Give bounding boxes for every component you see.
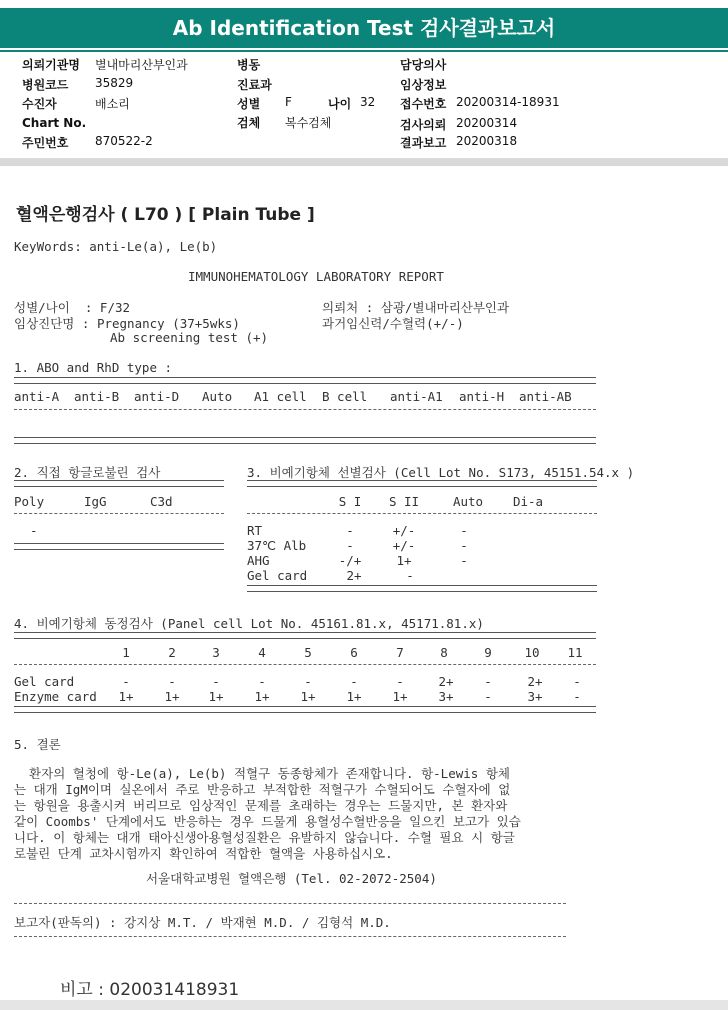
banner-title: Ab Identification Test 검사결과보고서 bbox=[172, 16, 556, 40]
panel-cell: - bbox=[168, 674, 176, 689]
value-sex: F bbox=[285, 95, 292, 109]
label-patient: 수진자 bbox=[22, 97, 57, 111]
panel-cell: - bbox=[484, 674, 492, 689]
value-receipt-no: 20200314-18931 bbox=[456, 95, 560, 109]
panel-header-cell: 9 bbox=[484, 645, 492, 660]
panel-cell: 1+ bbox=[346, 689, 362, 704]
panel-cell: 2+ bbox=[438, 674, 454, 689]
dat-header-igg: IgG bbox=[84, 494, 107, 509]
report-banner bbox=[0, 8, 728, 48]
panel-cell: 1+ bbox=[254, 689, 270, 704]
panel-cell: - bbox=[350, 674, 358, 689]
panel-cell: - bbox=[573, 674, 581, 689]
header-divider bbox=[0, 158, 728, 166]
conclusion-line: 로불린 단계 교차시험까지 확인하여 적합한 혈액을 사용하십시오. bbox=[14, 846, 393, 861]
pregnancy-transfusion-history: 과거임신력/수혈력(+/-) bbox=[322, 316, 464, 331]
panel-header-cell: 6 bbox=[350, 645, 358, 660]
screen-row-label: AHG bbox=[247, 553, 270, 568]
panel-header-cell: 1 bbox=[122, 645, 130, 660]
value-result-report: 20200318 bbox=[456, 134, 518, 148]
value-test-request: 20200314 bbox=[456, 116, 518, 130]
panel-cell: 3+ bbox=[438, 689, 454, 704]
abo-header-anti-b: anti-B bbox=[74, 389, 120, 404]
value-patient: 배소리 bbox=[95, 97, 130, 111]
panel-header-cell: 10 bbox=[524, 645, 540, 660]
section2-dash-rule bbox=[14, 513, 224, 514]
section3-top-rule bbox=[247, 480, 597, 487]
screen-cell: 1+ bbox=[396, 553, 412, 568]
abo-header-a1-cell: A1 cell bbox=[254, 389, 307, 404]
section2-title: 2. 직접 항글로불린 검사 bbox=[14, 465, 161, 480]
reporters: 보고자(판독의) : 강지상 M.T. / 박재현 M.D. / 김형석 M.D. bbox=[14, 915, 391, 930]
clinical-diagnosis: 임상진단명 : Pregnancy (37+5wks) bbox=[14, 316, 240, 331]
label-sex: 성별 bbox=[237, 97, 261, 111]
panel-cell: - bbox=[304, 674, 312, 689]
section4-bottom-rule bbox=[14, 706, 596, 713]
abo-header-b-cell: B cell bbox=[322, 389, 368, 404]
panel-cell: 1+ bbox=[164, 689, 180, 704]
screen-cell: +/- bbox=[392, 523, 416, 538]
panel-header-cell: 3 bbox=[212, 645, 220, 660]
screen-cell: -/+ bbox=[338, 553, 362, 568]
section5-title: 5. 결론 bbox=[14, 737, 61, 752]
abo-header-anti-d: anti-D bbox=[134, 389, 180, 404]
screen-cell: +/- bbox=[392, 538, 416, 553]
screen-header-s1: S I bbox=[338, 494, 362, 509]
screen-cell: - bbox=[460, 538, 468, 553]
banner-underline bbox=[0, 50, 728, 52]
panel-row-label: Enzyme card bbox=[14, 689, 97, 704]
screen-cell: - bbox=[460, 553, 468, 568]
panel-header-cell: 11 bbox=[567, 645, 583, 660]
screen-cell: - bbox=[346, 523, 354, 538]
screen-cell: - bbox=[460, 523, 468, 538]
value-specimen: 복수검체 bbox=[285, 116, 332, 130]
value-resident-no: 870522-2 bbox=[95, 134, 153, 148]
label-resident-no: 주민번호 bbox=[22, 136, 69, 150]
value-age: 32 bbox=[360, 95, 376, 109]
section4-title: 4. 비예기항체 동정검사 (Panel cell Lot No. 45161.81.x, 45171.81.x) bbox=[14, 616, 484, 631]
label-receipt-no: 접수번호 bbox=[400, 97, 447, 111]
label-result-report: 결과보고 bbox=[400, 136, 447, 150]
panel-cell: - bbox=[573, 689, 581, 704]
panel-header-cell: 7 bbox=[396, 645, 404, 660]
dat-value: - bbox=[30, 523, 38, 538]
reporter-top-rule bbox=[14, 903, 566, 904]
section1-top-rule bbox=[14, 377, 596, 384]
section1-dash-rule bbox=[14, 409, 596, 410]
panel-cell: 1+ bbox=[392, 689, 408, 704]
label-attending-doctor: 담당의사 bbox=[400, 58, 447, 72]
panel-row-label: Gel card bbox=[14, 674, 75, 689]
label-hospital-code: 병원코드 bbox=[22, 78, 69, 92]
panel-cell: 2+ bbox=[527, 674, 543, 689]
section3-bottom-rule bbox=[247, 585, 597, 592]
sex-age: 성별/나이 : F/32 bbox=[14, 300, 131, 315]
panel-cell: - bbox=[484, 689, 492, 704]
panel-cell: 1+ bbox=[118, 689, 134, 704]
dat-header-c3d: C3d bbox=[150, 494, 173, 509]
bottom-bar bbox=[0, 1000, 728, 1010]
value-requesting-org: 별내마리산부인과 bbox=[95, 58, 188, 72]
conclusion-line: 는 대개 IgM이며 실온에서 주로 반응하고 부적합한 적혈구가 수혈되어도 수혈자에 없 bbox=[14, 782, 511, 797]
conclusion-line: 환자의 혈청에 항-Le(a), Le(b) 적혈구 동종항체가 존재합니다. 항-Lewis 항체 bbox=[14, 766, 510, 781]
label-department: 진료과 bbox=[237, 78, 272, 92]
section3-title: 3. 비예기항체 선별검사 (Cell Lot No. S173, 45151.54.x ) bbox=[247, 465, 635, 480]
reporter-bottom-rule bbox=[14, 936, 566, 937]
referrer: 의뢰처 : 삼광/별내마리산부인과 bbox=[322, 300, 510, 315]
abo-header-anti-ab: anti-AB bbox=[519, 389, 572, 404]
label-specimen: 검체 bbox=[237, 116, 261, 130]
report-title: 혈액은행검사 ( L70 ) [ Plain Tube ] bbox=[16, 205, 315, 225]
section2-bottom-rule bbox=[14, 543, 224, 550]
label-age: 나이 bbox=[328, 97, 352, 111]
panel-cell: - bbox=[396, 674, 404, 689]
section1-bottom-rule bbox=[14, 437, 596, 444]
dat-header-poly: Poly bbox=[14, 494, 45, 509]
section4-dash-rule bbox=[14, 664, 596, 665]
label-ward: 병동 bbox=[237, 58, 261, 72]
screening-result: Ab screening test (+) bbox=[110, 330, 269, 345]
panel-header-cell: 2 bbox=[168, 645, 176, 660]
screen-row-label: Gel card bbox=[247, 568, 308, 583]
section3-dash-rule bbox=[247, 513, 597, 514]
screen-row-label: RT bbox=[247, 523, 263, 538]
panel-cell: - bbox=[258, 674, 266, 689]
screen-cell: - bbox=[346, 538, 354, 553]
hospital-contact: 서울대학교병원 혈액은행 (Tel. 02-2072-2504) bbox=[146, 871, 437, 886]
screen-header-di-a: Di-a bbox=[512, 494, 544, 509]
keywords: KeyWords: anti-Le(a), Le(b) bbox=[14, 239, 218, 254]
label-requesting-org: 의뢰기관명 bbox=[22, 58, 80, 72]
abo-header-auto: Auto bbox=[202, 389, 233, 404]
abo-header-anti-h: anti-H bbox=[459, 389, 505, 404]
lab-title: IMMUNOHEMATOLOGY LABORATORY REPORT bbox=[188, 269, 444, 284]
screen-header-auto: Auto bbox=[452, 494, 484, 509]
value-hospital-code: 35829 bbox=[95, 76, 134, 90]
screen-cell: 2+ bbox=[346, 568, 362, 583]
panel-cell: - bbox=[122, 674, 130, 689]
panel-header-cell: 8 bbox=[440, 645, 448, 660]
abo-header-anti-a: anti-A bbox=[14, 389, 60, 404]
section2-top-rule bbox=[14, 480, 224, 487]
screen-row-label: 37℃ Alb bbox=[247, 538, 307, 553]
conclusion-line: 니다. 이 항체는 대개 태아신생아용혈성질환은 유발하지 않습니다. 수혈 필요 시 항글 bbox=[14, 830, 515, 845]
section4-top-rule bbox=[14, 632, 596, 639]
section1-title: 1. ABO and RhD type : bbox=[14, 360, 173, 375]
panel-cell: - bbox=[212, 674, 220, 689]
label-test-request: 검사의뢰 bbox=[400, 118, 447, 132]
panel-header-cell: 4 bbox=[258, 645, 266, 660]
screen-cell: - bbox=[406, 568, 414, 583]
panel-cell: 1+ bbox=[208, 689, 224, 704]
conclusion-line: 는 항원을 용출시켜 버리므로 임상적인 문제를 초래하는 경우는 드물지만, 본 환자와 bbox=[14, 798, 508, 813]
footer-note: 비고 : 020031418931 bbox=[60, 980, 240, 1000]
abo-header-anti-a1: anti-A1 bbox=[390, 389, 443, 404]
panel-header-cell: 5 bbox=[304, 645, 312, 660]
panel-cell: 1+ bbox=[300, 689, 316, 704]
label-clinical-info: 임상정보 bbox=[400, 78, 447, 92]
panel-cell: 3+ bbox=[527, 689, 543, 704]
label-chart-no: Chart No. bbox=[22, 116, 87, 130]
screen-header-s2: S II bbox=[388, 494, 420, 509]
conclusion-line: 같이 Coombs' 단계에서도 반응하는 경우 드물게 용혈성수혈반응을 일으킨 보고가 있습 bbox=[14, 814, 521, 829]
